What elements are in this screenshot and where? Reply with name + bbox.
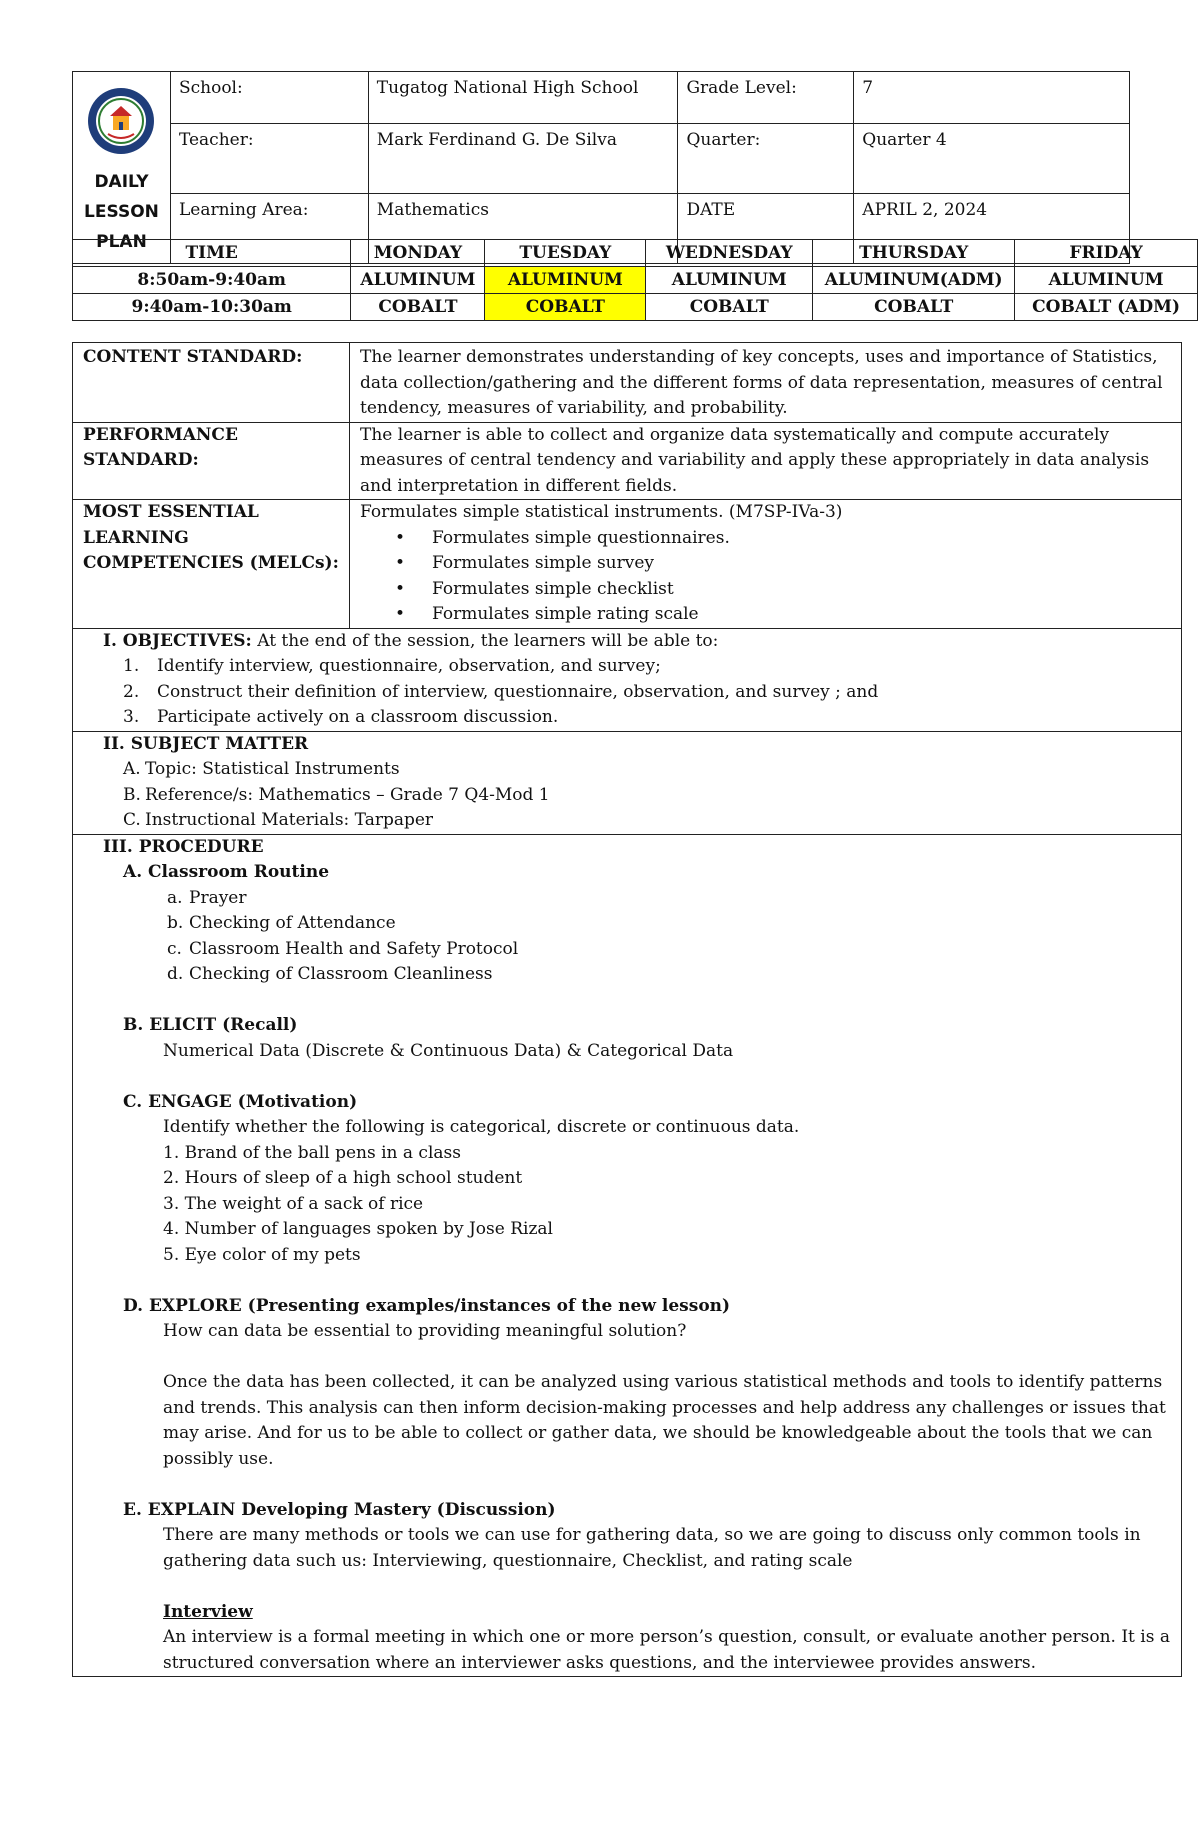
subject-matter-heading: II. SUBJECT MATTER <box>103 733 309 754</box>
schedule-row <box>73 294 1198 321</box>
dlp-label-2: LESSON <box>84 202 159 222</box>
procedure-heading: III. PROCEDURE <box>103 836 264 857</box>
teacher-label: Teacher: <box>170 124 368 194</box>
school-label: School: <box>170 72 368 124</box>
schedule-table <box>72 239 1198 321</box>
performance-standard-text: The learner is able to collect and organize data systematically and compute accurately measures of central tendency and variability and apply these appropriately in data analysis and interpretation in different fields. <box>350 422 1182 500</box>
elicit-heading: B. ELICIT (Recall) <box>123 1015 298 1035</box>
interview-text: An interview is a formal meeting in which one or more person’s question, consult, or evaluate another person. It is a structured conversation where an interviewer asks questions, and the interviewee provides answers. <box>163 1627 1170 1673</box>
subject-matter-section <box>73 731 1182 834</box>
schedule-cell-highlighted: COBALT <box>485 294 646 321</box>
schedule-cell: COBALT <box>646 294 813 321</box>
list-item: 2. Construct their definition of interview, questionnaire, observation, and survey ; and <box>123 681 879 702</box>
explore-paragraph: Once the data has been collected, it can be analyzed using various statistical methods and tools to identify patterns and trends. This analysis can then inform decision-making processes and help address any challenges or issues that may arise. And for us to be able to collect or gather data, we should be knowledgeable about the tools that we can possibly use. <box>163 1372 1166 1469</box>
schedule-cell: COBALT <box>351 294 485 321</box>
interview-heading: Interview <box>163 1601 253 1622</box>
explore-heading: D. EXPLORE (Presenting examples/instances of the new lesson) <box>123 1295 731 1316</box>
list-item: • Formulates simple checklist <box>395 578 674 599</box>
dlp-label-1: DAILY <box>94 172 149 192</box>
melcs-label: MOST ESSENTIAL LEARNING COMPETENCIES (MELCs): <box>73 500 350 629</box>
content-standard-label: CONTENT STANDARD: <box>73 343 350 423</box>
lesson-content-table <box>72 342 1182 1677</box>
quarter-value: Quarter 4 <box>854 124 1130 194</box>
performance-standard-label: PERFORMANCE STANDARD: <box>73 422 350 500</box>
objectives-section <box>73 628 1182 731</box>
list-item: 5. Eye color of my pets <box>163 1244 361 1265</box>
quarter-label: Quarter: <box>678 124 854 194</box>
schedule-header-monday: MONDAY <box>351 240 485 267</box>
list-item: 3. The weight of a sack of rice <box>163 1193 424 1214</box>
routine-heading: A. Classroom Routine <box>123 862 330 882</box>
date-label: DATE <box>678 194 854 264</box>
engage-heading: C. ENGAGE (Motivation) <box>123 1091 358 1112</box>
list-item: d. Checking of Classroom Cleanliness <box>167 964 493 984</box>
engage-intro: Identify whether the following is categorical, discrete or continuous data. <box>163 1117 800 1137</box>
list-item: 4. Number of languages spoken by Jose Rizal <box>163 1219 553 1239</box>
dlp-label-3: PLAN <box>96 232 147 252</box>
schedule-header-row <box>73 240 1198 267</box>
schedule-header-time: TIME <box>73 240 351 267</box>
school-value: Tugatog National High School <box>368 72 678 124</box>
explore-question: How can data be essential to providing meaningful solution? <box>163 1321 687 1341</box>
explain-heading: E. EXPLAIN Developing Mastery (Discussion) <box>123 1499 556 1520</box>
list-item: c. Classroom Health and Safety Protocol <box>167 938 519 959</box>
schedule-time: 9:40am-10:30am <box>73 294 351 321</box>
list-item: A. Topic: Statistical Instruments <box>123 759 400 779</box>
elicit-text: Numerical Data (Discrete & Continuous Data) & Categorical Data <box>163 1040 734 1061</box>
melcs-intro: Formulates simple statistical instruments. (M7SP-IVa-3) <box>360 502 843 522</box>
teacher-value: Mark Ferdinand G. De Silva <box>368 124 678 194</box>
list-item: C. Instructional Materials: Tarpaper <box>123 810 434 830</box>
schedule-cell: COBALT (ADM) <box>1015 294 1198 321</box>
list-item: b. Checking of Attendance <box>167 913 396 933</box>
procedure-section <box>73 834 1182 1677</box>
schedule-header-tuesday: TUESDAY <box>485 240 646 267</box>
list-item: 3. Participate actively on a classroom discussion. <box>123 707 559 727</box>
list-item: • Formulates simple questionnaires. <box>395 527 730 548</box>
school-seal-icon <box>86 86 156 156</box>
list-item: • Formulates simple survey <box>395 553 655 573</box>
schedule-cell: ALUMINUM(ADM) <box>813 267 1015 294</box>
list-item: B. Reference/s: Mathematics – Grade 7 Q4-Mod 1 <box>123 784 550 805</box>
explain-paragraph: There are many methods or tools we can use for gathering data, so we are going to discuss only common tools in gathering data such us: Interviewing, questionnaire, Checklist, and rating scale <box>163 1525 1141 1571</box>
melcs-cell <box>350 500 1182 629</box>
schedule-cell: ALUMINUM <box>1015 267 1198 294</box>
grade-level-label: Grade Level: <box>678 72 854 124</box>
schedule-header-friday: FRIDAY <box>1015 240 1198 267</box>
learning-area-label: Learning Area: <box>170 194 368 264</box>
list-item: 1. Identify interview, questionnaire, observation, and survey; <box>123 656 661 676</box>
schedule-cell: ALUMINUM <box>351 267 485 294</box>
list-item: 2. Hours of sleep of a high school student <box>163 1168 523 1188</box>
grade-level-value: 7 <box>854 72 1130 124</box>
schedule-row <box>73 267 1198 294</box>
schedule-header-wednesday: WEDNESDAY <box>646 240 813 267</box>
schedule-cell-highlighted: ALUMINUM <box>485 267 646 294</box>
schedule-cell: COBALT <box>813 294 1015 321</box>
content-standard-text: The learner demonstrates understanding of key concepts, uses and importance of Statistics, data collection/gathering and the different forms of data representation, measures of central tendency, measures of variability, and probability. <box>350 343 1182 423</box>
school-logo-cell <box>73 72 171 264</box>
schedule-time: 8:50am-9:40am <box>73 267 351 294</box>
list-item: • Formulates simple rating scale <box>395 604 699 624</box>
objectives-heading: I. OBJECTIVES: <box>103 630 252 651</box>
date-value: APRIL 2, 2024 <box>854 194 1130 264</box>
header-info-table <box>72 71 1130 264</box>
list-item: 1. Brand of the ball pens in a class <box>163 1142 461 1163</box>
list-item: a. Prayer <box>167 887 247 908</box>
schedule-cell: ALUMINUM <box>646 267 813 294</box>
objectives-intro: At the end of the session, the learners will be able to: <box>251 630 719 651</box>
learning-area-value: Mathematics <box>368 194 678 264</box>
schedule-header-thursday: THURSDAY <box>813 240 1015 267</box>
